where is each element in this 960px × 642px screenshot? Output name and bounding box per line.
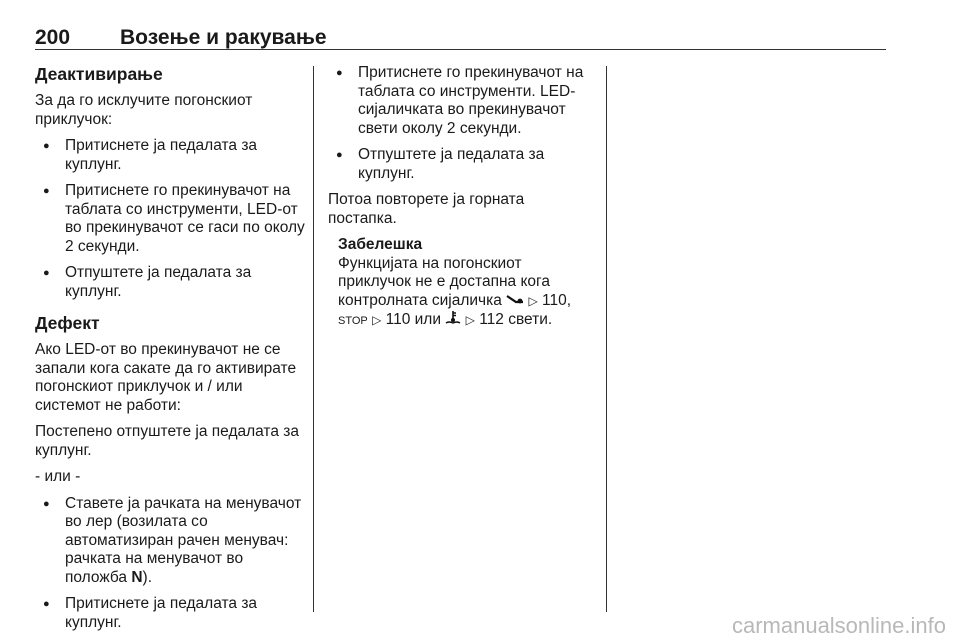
page-ref-3: 112 свети. [479,311,553,328]
list-item: ● Притиснете го прекинувачот на таблата со инструменти, LED-от во прекинувачот се гаси по околу 2 секунди. [35,182,305,256]
intro-text: За да го исклучите погонскиот приклучок: [35,92,253,128]
page-ref-arrow-icon: ▷ [372,313,382,327]
heading-deactivate: Деактивирање [35,64,163,84]
tractor-indicator-icon [506,294,524,305]
page-ref-1: 110, [542,291,572,309]
page-ref-arrow-icon: ▷ [465,313,475,327]
note-title: Забелешка [338,236,423,253]
repeat-text: Потоа повторете ја горната постапка. [328,191,525,227]
list-item: ● Отпуштете ја педалата за куплунг. [35,264,305,301]
column-divider-1 [313,66,314,612]
list-item: ● Отпуштете ја педалата за куплунг. [328,146,596,183]
deactivate-steps [35,137,305,301]
list-item: ● Притиснете го прекинувачот на таблата со инструменти. LED-сијаличката во прекинувачот свети околу 2 секунди. [328,64,596,138]
gear-step-end: ). [142,568,153,586]
watermark: carmanualsonline.info [731,613,946,638]
list-item: ● Притиснете ја педалата за куплунг. [35,595,305,632]
right-column [328,64,596,331]
header-divider [35,49,886,50]
activate-steps [328,64,596,183]
page-ref-2: 110 или [385,311,442,328]
page-number: 200 [35,26,71,49]
alternative-steps [35,495,305,633]
section-title: Возење и ракување [120,26,327,49]
or-text: - или - [35,468,81,485]
fault-text: Ако LED-от во прекинувачот не се запали кога сакате да го активирате погонскиот приклучок и / или системот не работи: [35,341,297,414]
note-box [338,236,596,331]
list-item: ● Притиснете ја педалата за куплунг. [35,137,305,174]
stop-icon: STOP [338,315,368,327]
fault-action: Постепено отпуштете ја педалата за куплунг. [35,423,300,459]
page-ref-arrow-icon: ▷ [528,293,538,308]
note-text: Функцијата на погонскиот приклучок не е достапна кога контролната сијаличка [338,254,550,309]
list-item [35,495,305,588]
left-column [35,64,305,640]
column-divider-2 [606,66,607,612]
heading-fault: Дефект [35,313,100,333]
gear-letter: N [131,568,143,586]
gear-step-text: Ставете ја рачката на менувачот во лер (возилата со автоматизиран рачен менувач: рачката на менувачот во положба [65,494,302,586]
coolant-temperature-icon [445,310,461,324]
